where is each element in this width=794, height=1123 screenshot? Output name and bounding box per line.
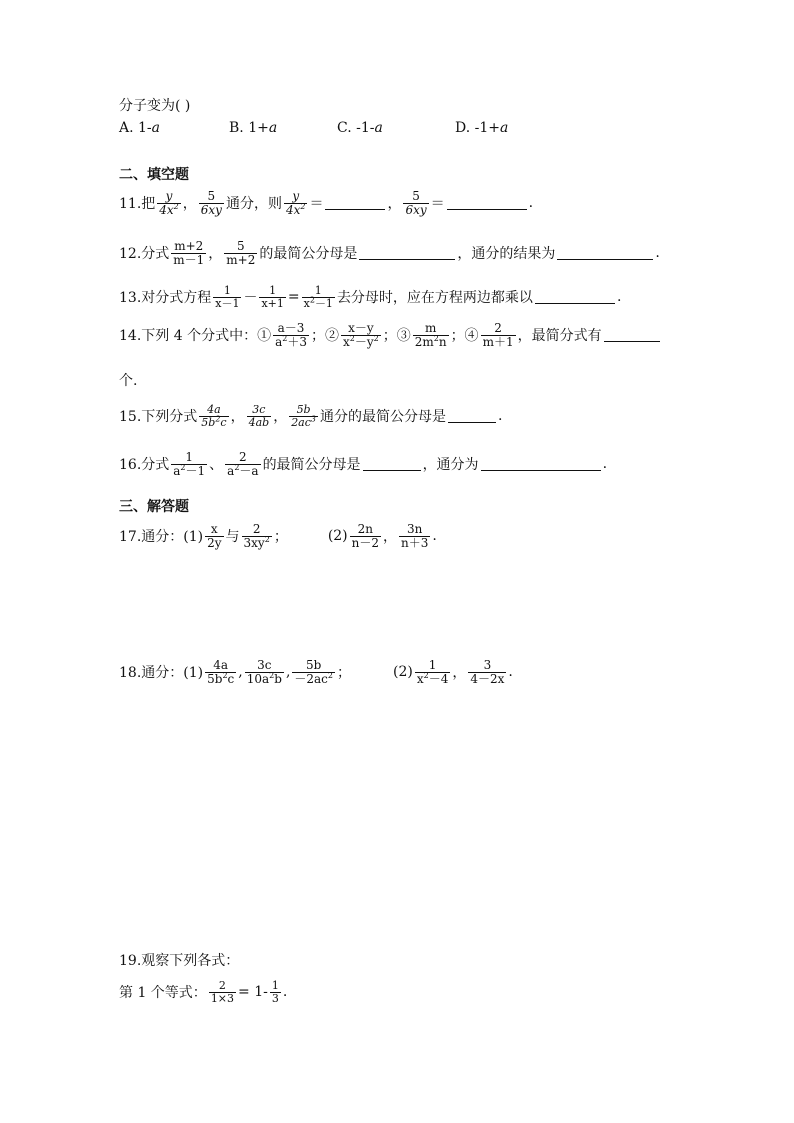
- answer-blank[interactable]: [481, 469, 601, 471]
- answer-blank[interactable]: [359, 258, 455, 260]
- question-14: 14.下列 4 个分式中：① $\frac{a-3}{a^2+3}$ ；② $\frac{x-y}{x^2-y^2}$ ；③ $\frac{m}{2m^2n}$ ；④ $\frac{2}{m+1}$ ，最简分式有: [119, 322, 662, 348]
- question-17: 17.通分：(1) $\frac{x}{2y}$ 与 $\frac{2}{3xy^2}$ ； (2) $\frac{2n}{n-2}$ ， $\frac{3n}{n+3}$ .: [119, 522, 437, 550]
- section-solve-title: 三、解答题: [119, 499, 189, 515]
- question-13: 13.对分式方程 $\frac{1}{x-1}$ － $\frac{1}{x+1}$ = $\frac{1}{x^2-1}$ 去分母时，应在方程两边都乘以 .: [119, 284, 622, 310]
- answer-blank[interactable]: [535, 302, 615, 304]
- question-19-line-1: 第 1 个等式： $\frac{2}{1\times 3}$ = 1- $\frac{1}{3}$ .: [119, 979, 288, 1005]
- q10-stem: 分子变为( ): [119, 98, 191, 114]
- answer-blank[interactable]: [557, 258, 653, 260]
- option-c[interactable]: C. -1-a: [337, 120, 383, 136]
- question-14-cont: 个.: [119, 373, 138, 389]
- section-fill-blank-title: 二、填空题: [119, 167, 189, 183]
- answer-blank[interactable]: [604, 340, 660, 342]
- question-16: 16.分式 $\frac{1}{a^2-1}$ 、 $\frac{2}{a^2-a}$ 的最简公分母是 ，通分为 .: [119, 450, 608, 478]
- option-a[interactable]: A. 1-a: [119, 120, 161, 136]
- option-b[interactable]: B. 1+a: [229, 120, 278, 136]
- question-18: 18.通分：(1) $\frac{4a}{5b^2c}$ , $\frac{3c}{10a^2b}$ , $\frac{5b}{-2ac^2}$ ； (2) $\frac{1}{x^2-4}$ ， $\frac{3}{4-2x}$ .: [119, 658, 513, 686]
- option-d[interactable]: D. -1+a: [455, 120, 509, 136]
- answer-blank[interactable]: [325, 208, 385, 210]
- question-15: 15.下列分式 $\frac{4a}{5b^2c}$ ， $\frac{3c}{4ab}$ ， $\frac{5b}{2ac^3}$ 通分的最简公分母是 .: [119, 403, 503, 429]
- answer-blank[interactable]: [363, 469, 421, 471]
- question-11: 11.把 $\frac{y}{4x^2}$ ， $\frac{5}{6xy}$ 通分，则 $\frac{y}{4x^2}$ ＝ ， $\frac{5}{6xy}$ ＝ .: [119, 189, 534, 217]
- question-19-stem: 19.观察下列各式：: [119, 953, 240, 969]
- answer-blank[interactable]: [447, 208, 527, 210]
- answer-blank[interactable]: [448, 421, 496, 423]
- question-12: 12.分式 $\frac{m+2}{m-1}$ ， $\frac{5}{m+2}$ 的最简公分母是 ，通分的结果为 .: [119, 239, 660, 267]
